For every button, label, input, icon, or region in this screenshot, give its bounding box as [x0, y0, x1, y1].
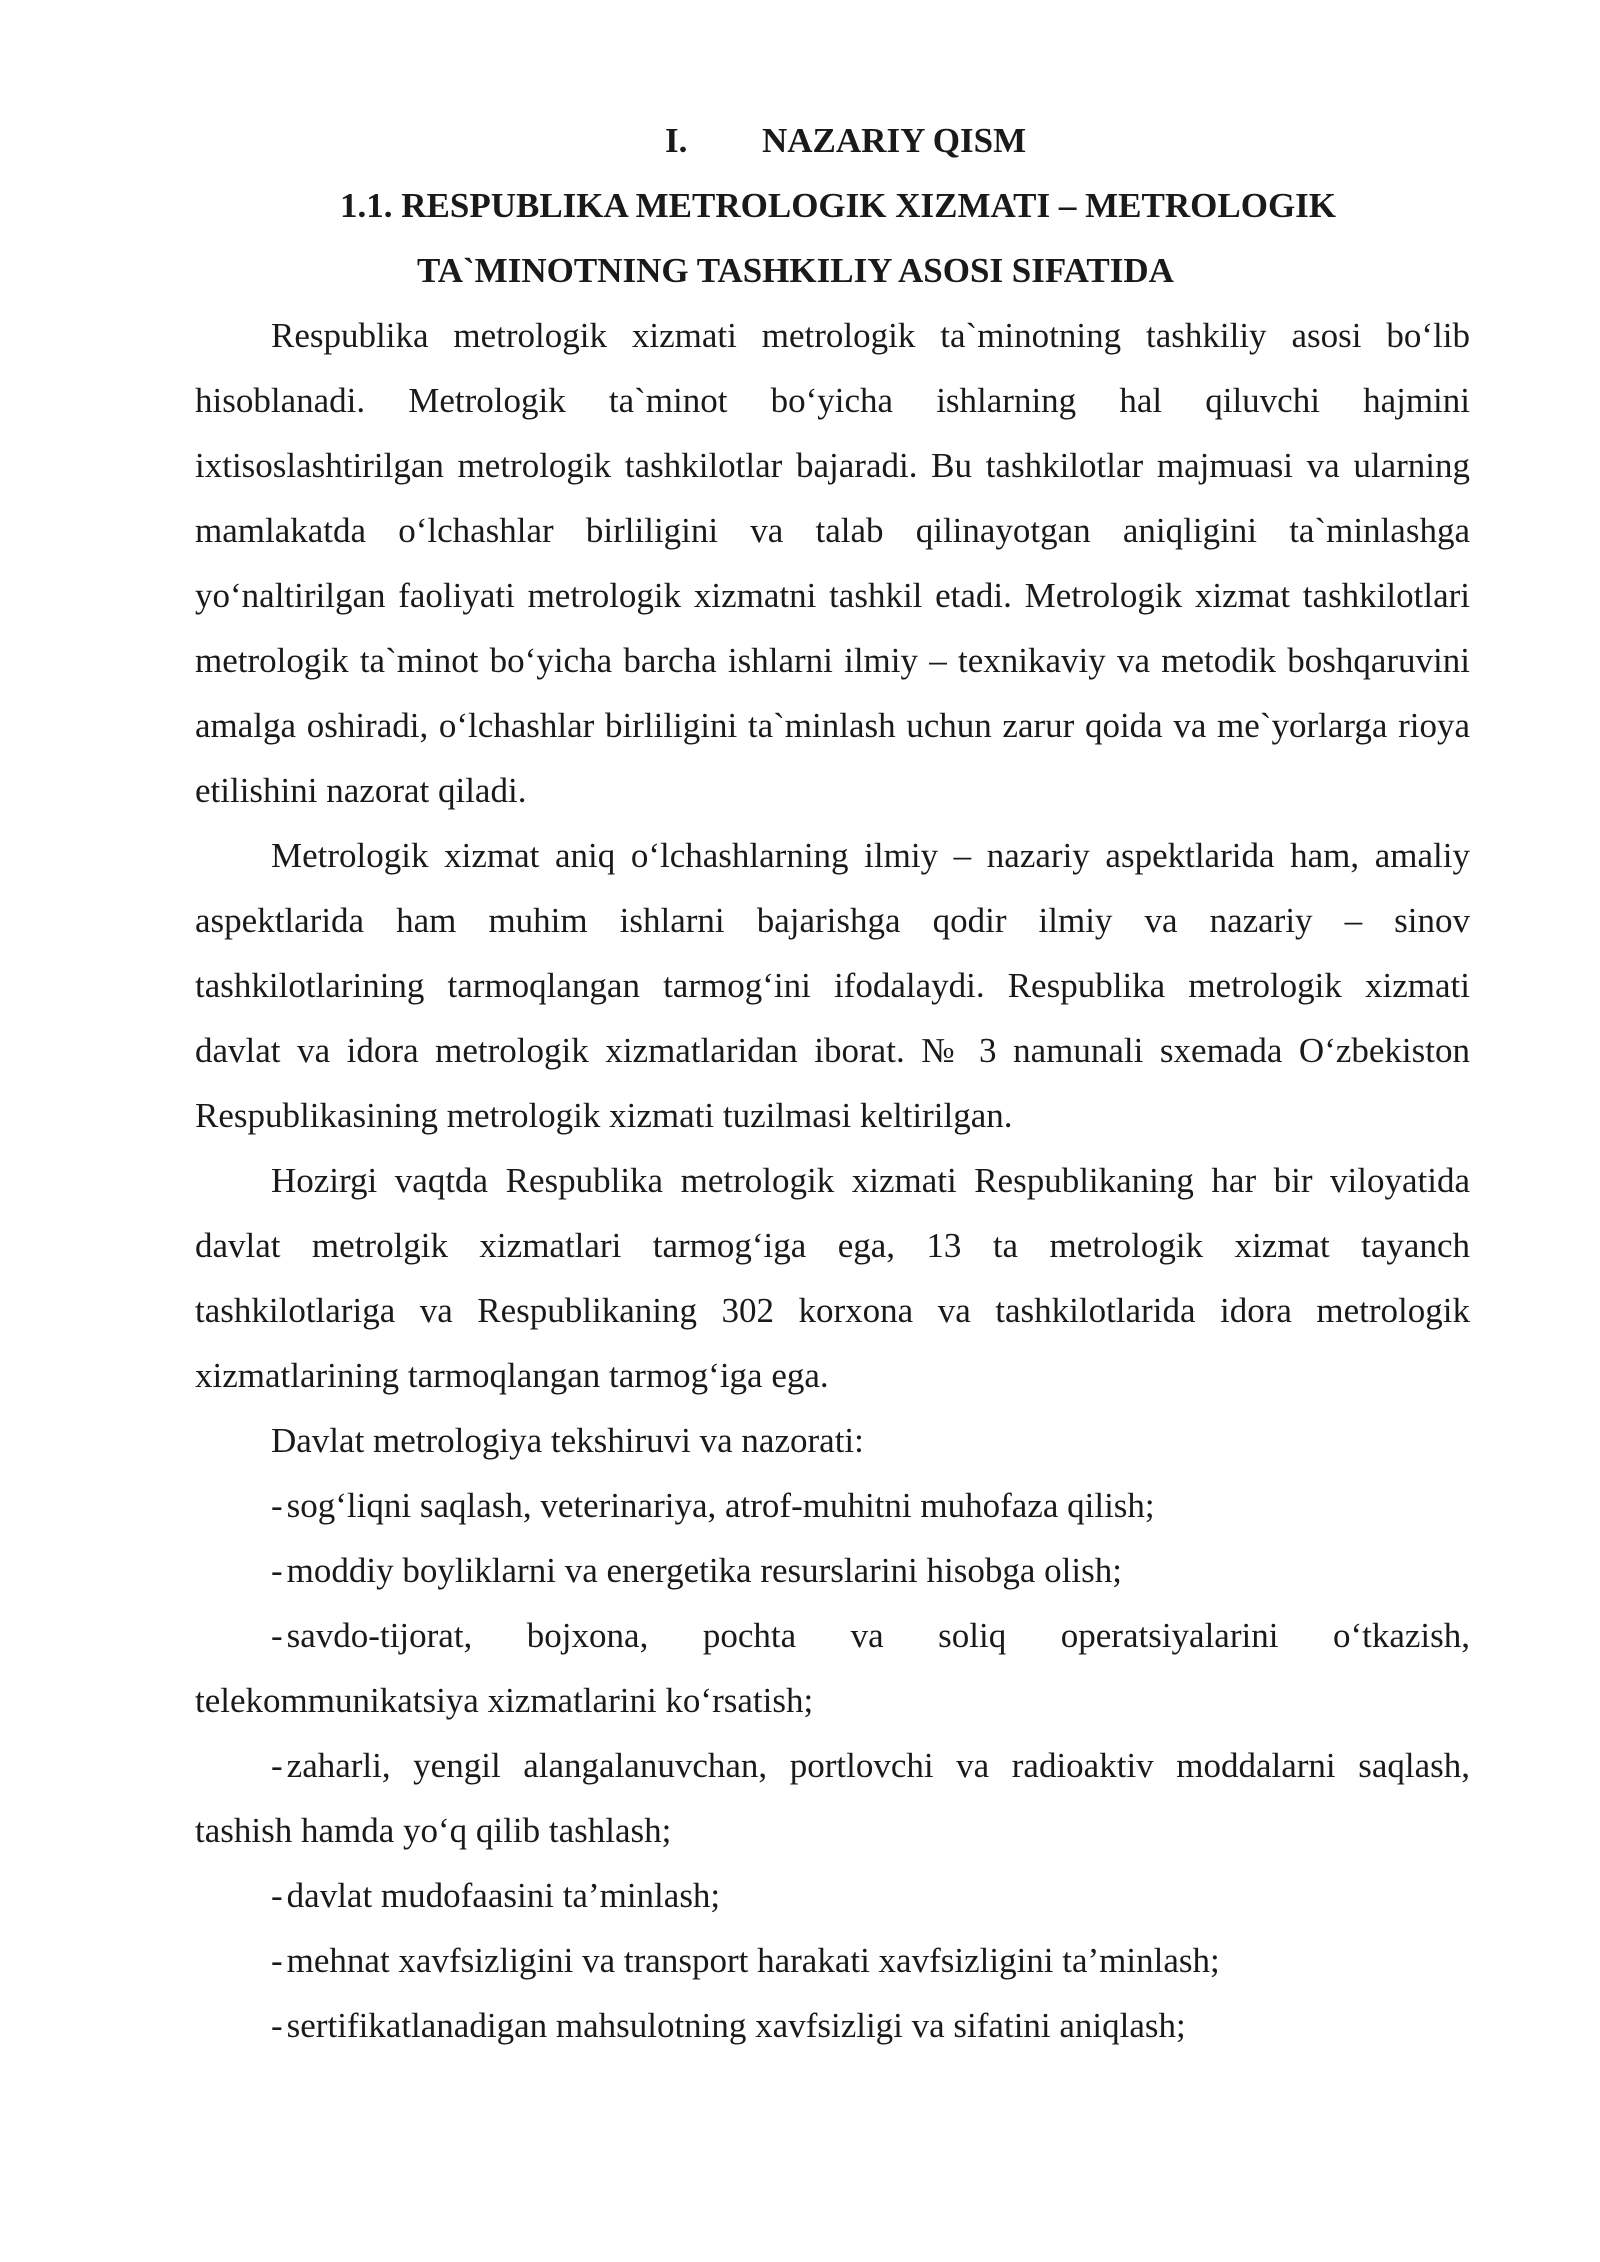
list-bullet: -	[271, 2006, 283, 2045]
document-page	[195, 108, 1470, 2058]
list-bullet: -	[271, 1616, 283, 1655]
list-item-text: davlat mudofaasini ta’minlash;	[286, 1876, 721, 1915]
section-title-line1: 1.1. RESPUBLIKA METROLOGIK XIZMATI – METROLOGIK	[340, 186, 1337, 225]
paragraph: Metrologik xizmat aniq o‘lchashlarning ilmiy – nazariy aspektlarida ham, amaliy aspektlarida ham muhim ishlarni bajarishga qodir ilmiy va nazariy – sinov tashkilotlarining tarmoqlangan tarmog‘ini ifodalaydi. Respublika metrologik xizmati davlat va idora metrologik xizmatlaridan iborat. № 3 namunali sxemada O‘zbekiston Respublikasining metrologik xizmati tuzilmasi keltirilgan.	[195, 836, 1470, 1135]
list-bullet: -	[271, 1486, 283, 1525]
list-bullet: -	[271, 1746, 283, 1785]
paragraph: Hozirgi vaqtda Respublika metrologik xizmati Respublikaning har bir viloyatida davlat metrolgik xizmatlari tarmog‘iga ega, 13 ta metrologik xizmat tayanch tashkilotlariga va Respublikaning 302 korxona va tashkilotlarida idora metrologik xizmatlarining tarmoqlangan tarmog‘iga ega.	[195, 1161, 1470, 1395]
part-heading	[195, 108, 1470, 173]
part-title: NAZARIY QISM	[762, 121, 1027, 160]
list-item-text: sertifikatlanadigan mahsulotning xavfsizligi va sifatini aniqlash;	[286, 2006, 1186, 2045]
list-bullet: -	[271, 1876, 283, 1915]
list-item	[195, 1473, 1470, 1538]
list-item	[195, 1863, 1470, 1928]
list-bullet: -	[271, 1941, 283, 1980]
list-item-text: moddiy boyliklarni va energetika resurslarini hisobga olish;	[286, 1551, 1122, 1590]
list-item	[195, 1538, 1470, 1603]
list-item-text: mehnat xavfsizligini va transport harakati xavfsizligini ta’minlash;	[286, 1941, 1220, 1980]
list-item	[195, 1928, 1470, 1993]
list-item	[195, 1993, 1470, 2058]
section-title-line2: TA`MINOTNING TASHKILIY ASOSI SIFATIDA	[417, 251, 1174, 290]
list-item-text: savdo-tijorat, bojxona, pochta va soliq operatsiyalarini o‘tkazish, telekommunikatsiya xizmatlarini ko‘rsatish;	[195, 1616, 1470, 1720]
paragraph: Respublika metrologik xizmati metrologik ta`minotning tashkiliy asosi bo‘lib hisoblanadi. Metrologik ta`minot bo‘yicha ishlarning hal qiluvchi hajmini ixtisoslashtirilgan metrologik tashkilotlar bajaradi. Bu tashkilotlar majmuasi va ularning mamlakatda o‘lchashlar birliligini va talab qilinayotgan aniqligini ta`minlashga yo‘naltirilgan faoliyati metrologik xizmatni tashkil etadi. Metrologik xizmat tashkilotlari metrologik ta`minot bo‘yicha barcha ishlarni ilmiy – texnikaviy va metodik boshqaruvini amalga oshiradi, o‘lchashlar birliligini ta`minlash uchun zarur qoida va me`yorlarga rioya etilishini nazorat qiladi.	[195, 316, 1470, 810]
part-number: I.	[665, 121, 688, 160]
list-item	[195, 1733, 1470, 1863]
section-heading-line1	[195, 173, 1470, 238]
list-item-text: sog‘liqni saqlash, veterinariya, atrof-muhitni muhofaza qilish;	[286, 1486, 1155, 1525]
section-heading-line2	[195, 238, 1470, 303]
list-item	[195, 1603, 1470, 1733]
list-bullet: -	[271, 1551, 283, 1590]
list-intro: Davlat metrologiya tekshiruvi va nazorati:	[271, 1421, 864, 1460]
list-item-text: zaharli, yengil alangalanuvchan, portlovchi va radioaktiv moddalarni saqlash, tashish hamda yo‘q qilib tashlash;	[195, 1746, 1470, 1850]
